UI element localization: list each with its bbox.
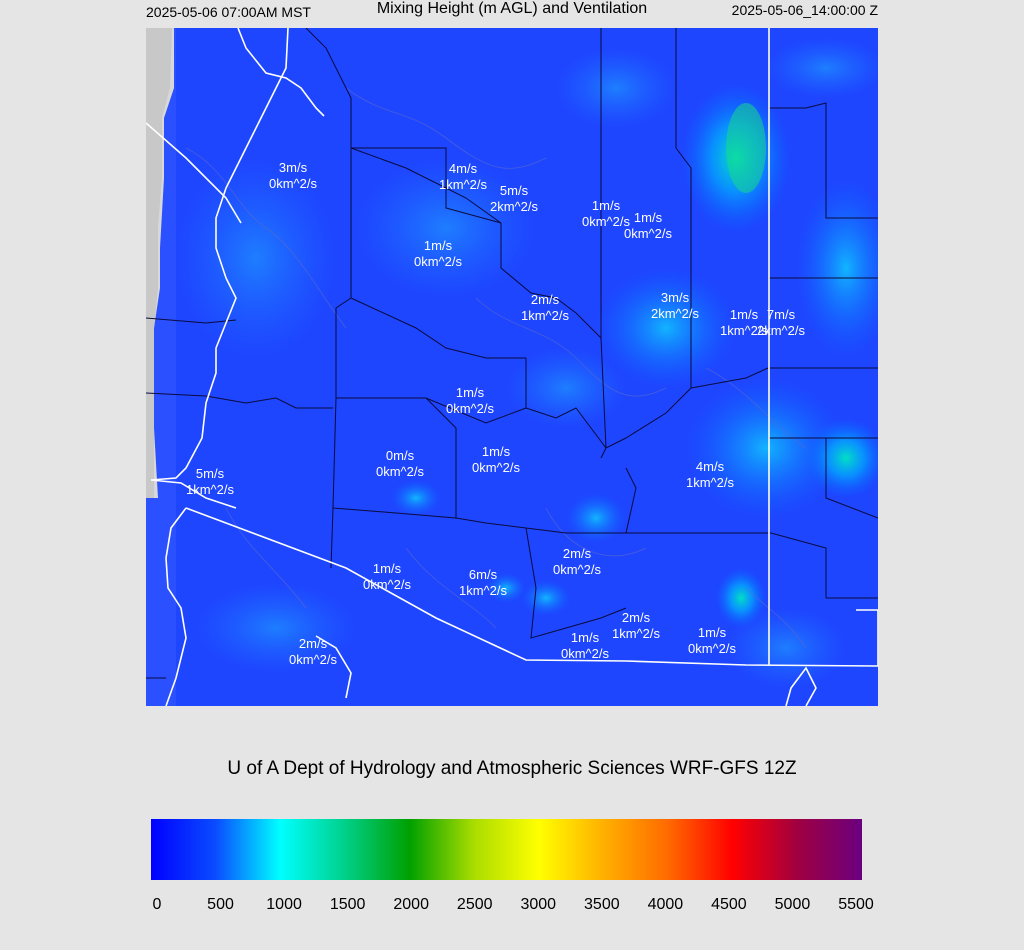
ventilation-label: 0km^2/s bbox=[375, 464, 425, 479]
ventilation-label: 0km^2/s bbox=[687, 641, 737, 656]
color-scale-tick: 4000 bbox=[647, 896, 684, 913]
wind-speed-label: 1m/s bbox=[455, 385, 485, 400]
ventilation-label: 0km^2/s bbox=[623, 226, 673, 241]
map-title: Mixing Height (m AGL) and Ventilation bbox=[376, 0, 648, 17]
ventilation-label: 0km^2/s bbox=[362, 577, 412, 592]
ventilation-label: 1km^2/s bbox=[685, 475, 735, 490]
wind-speed-label: 2m/s bbox=[621, 610, 651, 625]
wind-speed-label: 4m/s bbox=[695, 459, 725, 474]
ventilation-label: 2km^2/s bbox=[650, 306, 700, 321]
ventilation-label: 0km^2/s bbox=[445, 401, 495, 416]
color-scale-tick: 0 bbox=[152, 896, 162, 913]
wind-speed-label: 2m/s bbox=[530, 292, 560, 307]
wind-speed-label: 7m/s bbox=[766, 307, 796, 322]
wind-speed-label: 3m/s bbox=[660, 290, 690, 305]
color-scale-tick: 500 bbox=[207, 896, 234, 913]
ventilation-label: 0km^2/s bbox=[581, 214, 631, 229]
color-scale-tick: 2500 bbox=[456, 896, 493, 913]
ventilation-label: 0km^2/s bbox=[471, 460, 521, 475]
color-scale-tick: 1500 bbox=[329, 896, 366, 913]
gray-edge-region bbox=[146, 28, 176, 706]
color-scale-bar bbox=[151, 819, 862, 880]
ventilation-label: 1km^2/s bbox=[458, 583, 508, 598]
wind-speed-label: 1m/s bbox=[729, 307, 759, 322]
ventilation-label: 2km^2/s bbox=[489, 199, 539, 214]
wind-speed-label: 1m/s bbox=[570, 630, 600, 645]
ventilation-label: 1km^2/s bbox=[719, 323, 769, 338]
ventilation-label: 1km^2/s bbox=[611, 626, 661, 641]
wind-speed-label: 2m/s bbox=[562, 546, 592, 561]
wind-speed-label: 1m/s bbox=[591, 198, 621, 213]
color-scale-gradient bbox=[151, 819, 862, 880]
wind-speed-label: 1m/s bbox=[372, 561, 402, 576]
color-scale-tick: 5000 bbox=[774, 896, 811, 913]
wind-speed-label: 2m/s bbox=[298, 636, 328, 651]
ventilation-label: 0km^2/s bbox=[268, 176, 318, 191]
wind-speed-label: 5m/s bbox=[499, 183, 529, 198]
wind-speed-label: 0m/s bbox=[385, 448, 415, 463]
ventilation-label: 0km^2/s bbox=[413, 254, 463, 269]
color-scale-tick: 2000 bbox=[393, 896, 429, 913]
wind-speed-label: 1m/s bbox=[633, 210, 663, 225]
wind-speed-label: 1m/s bbox=[481, 444, 511, 459]
ventilation-label: 0km^2/s bbox=[552, 562, 602, 577]
wind-speed-label: 5m/s bbox=[195, 466, 225, 481]
wind-speed-label: 1m/s bbox=[423, 238, 453, 253]
ventilation-label: 1km^2/s bbox=[520, 308, 570, 323]
ventilation-label: 1km^2/s bbox=[185, 482, 235, 497]
wind-speed-label: 4m/s bbox=[448, 161, 478, 176]
ventilation-label: 2km^2/s bbox=[756, 323, 806, 338]
valid-time-utc: 2025-05-06_14:00:00 Z bbox=[731, 2, 878, 18]
color-scale-tick: 3500 bbox=[584, 896, 620, 913]
mixing-height-map bbox=[146, 28, 878, 706]
wind-speed-label: 1m/s bbox=[697, 625, 727, 640]
color-scale-tick: 4500 bbox=[711, 896, 747, 913]
color-scale-tick: 1000 bbox=[266, 896, 302, 913]
valid-time-local: 2025-05-06 07:00AM MST bbox=[146, 4, 311, 20]
color-scale-tick: 3000 bbox=[520, 896, 557, 913]
ventilation-label: 1km^2/s bbox=[438, 177, 488, 192]
color-scale-tick: 5500 bbox=[838, 896, 874, 913]
ventilation-label: 0km^2/s bbox=[288, 652, 338, 667]
wind-speed-label: 3m/s bbox=[278, 160, 308, 175]
ventilation-label: 0km^2/s bbox=[560, 646, 610, 661]
wind-speed-label: 6m/s bbox=[468, 567, 498, 582]
model-credit: U of A Dept of Hydrology and Atmospheric Sciences WRF-GFS 12Z bbox=[227, 758, 797, 779]
